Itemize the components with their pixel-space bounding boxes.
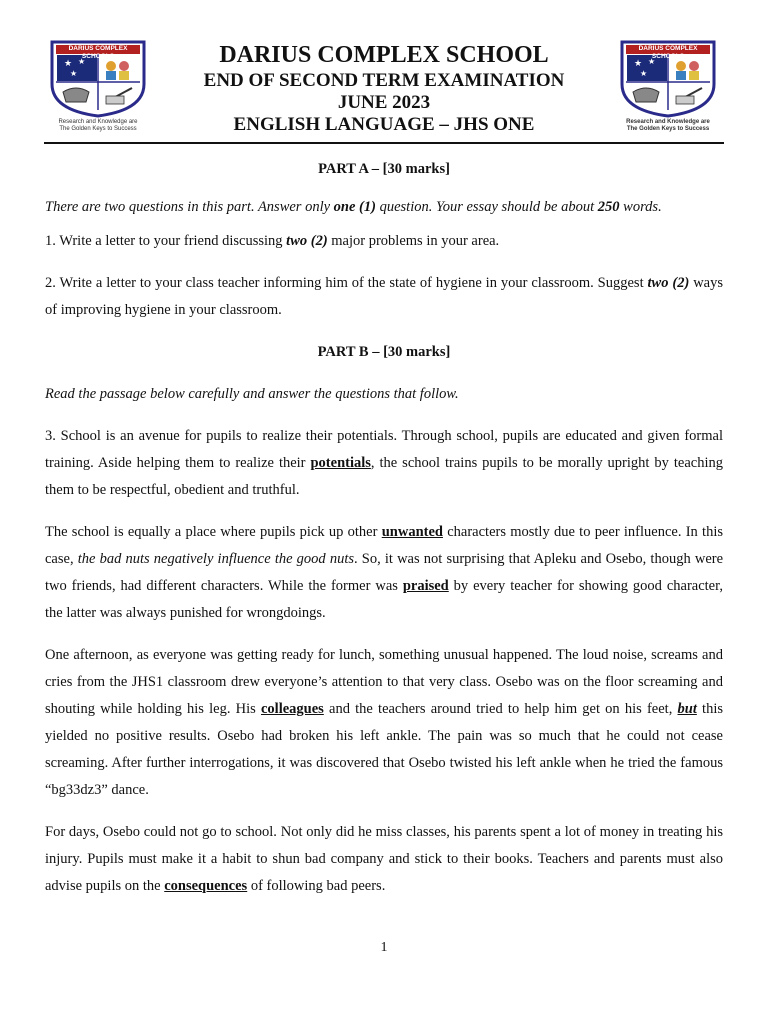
header-divider bbox=[44, 142, 724, 144]
exam-header bbox=[150, 40, 618, 136]
exam-date: JUNE 2023 bbox=[337, 92, 431, 113]
logo-name-right: DARIUS COMPLEX SCHOOLS bbox=[638, 45, 698, 60]
passage-paragraph-4: For days, Osebo could not go to school. Not only did he miss classes, his parents spent a lot of money in treating his injury. Pupils must make it a habit to shun bad company and stick to their books. Teachers and parents must also advise pupils on the consequences of following bad peers. bbox=[45, 824, 723, 894]
page-number: 1 bbox=[380, 940, 388, 955]
logo-motto-left: Research and Knowledge are The Golden Keys to Success bbox=[58, 119, 138, 132]
exam-title: END OF SECOND TERM EXAMINATION bbox=[203, 70, 565, 91]
question-1: 1. Write a letter to your friend discussing two (2) major problems in your area. bbox=[45, 233, 500, 249]
part-b-instructions: Read the passage below carefully and answer the questions that follow. bbox=[45, 386, 459, 402]
part-a-heading: PART A – [30 marks] bbox=[318, 161, 450, 177]
logo-motto-right: Research and Knowledge are The Golden Keys to Success bbox=[626, 119, 710, 132]
passage-paragraph-3: One afternoon, as everyone was getting ready for lunch, something unusual happened. The loud noise, screams and cries from the JHS1 classroom drew everyone’s attention to that very class. Osebo was on the floor screaming and shouting while holding his leg. His colleagues and the teachers around tried to help him get on his feet, but this yielded no positive results. Osebo had broken his left ankle. The pain was so much that he could not cease screaming. After further interrogations, it was discovered that Osebo twisted his left ankle when he tried the famous “bg33dz3” dance. bbox=[45, 647, 723, 798]
passage-paragraph-1: 3. School is an avenue for pupils to realize their potentials. Through school, pupils are educated and given formal training. Aside helping them to realize their potentials, the school trains pupils to be morally upright by teaching them to be respectful, obedient and truthful. bbox=[45, 428, 723, 498]
svg-text:★: ★ bbox=[640, 69, 648, 78]
svg-text:★: ★ bbox=[634, 58, 643, 68]
part-b-heading: PART B – [30 marks] bbox=[317, 344, 451, 360]
exam-body bbox=[45, 150, 723, 900]
school-name: DARIUS COMPLEX SCHOOL bbox=[219, 42, 549, 68]
logo-name-left: DARIUS COMPLEX SCHOOLS bbox=[68, 45, 128, 60]
svg-text:★: ★ bbox=[64, 58, 73, 68]
exam-subject: ENGLISH LANGUAGE – JHS ONE bbox=[233, 114, 535, 135]
svg-text:★: ★ bbox=[648, 57, 656, 66]
svg-text:★: ★ bbox=[70, 69, 78, 78]
part-a-instructions: There are two questions in this part. Answer only one (1) question. Your essay should be about 250 words. bbox=[45, 199, 662, 215]
svg-text:★: ★ bbox=[78, 57, 86, 66]
question-2: 2. Write a letter to your class teacher informing him of the state of hygiene in your classroom. Suggest two (2) ways of improving hygiene in your classroom. bbox=[45, 275, 724, 318]
passage-paragraph-2: The school is equally a place where pupils pick up other unwanted characters mostly due to peer influence. In this case, the bad nuts negatively influence the good nuts. So, it was not surprising that Apleku and Osebo, though were two friends, had different characters. While the former was praised by every teacher for showing good character, the latter was always punished for wrongdoings. bbox=[45, 524, 724, 621]
